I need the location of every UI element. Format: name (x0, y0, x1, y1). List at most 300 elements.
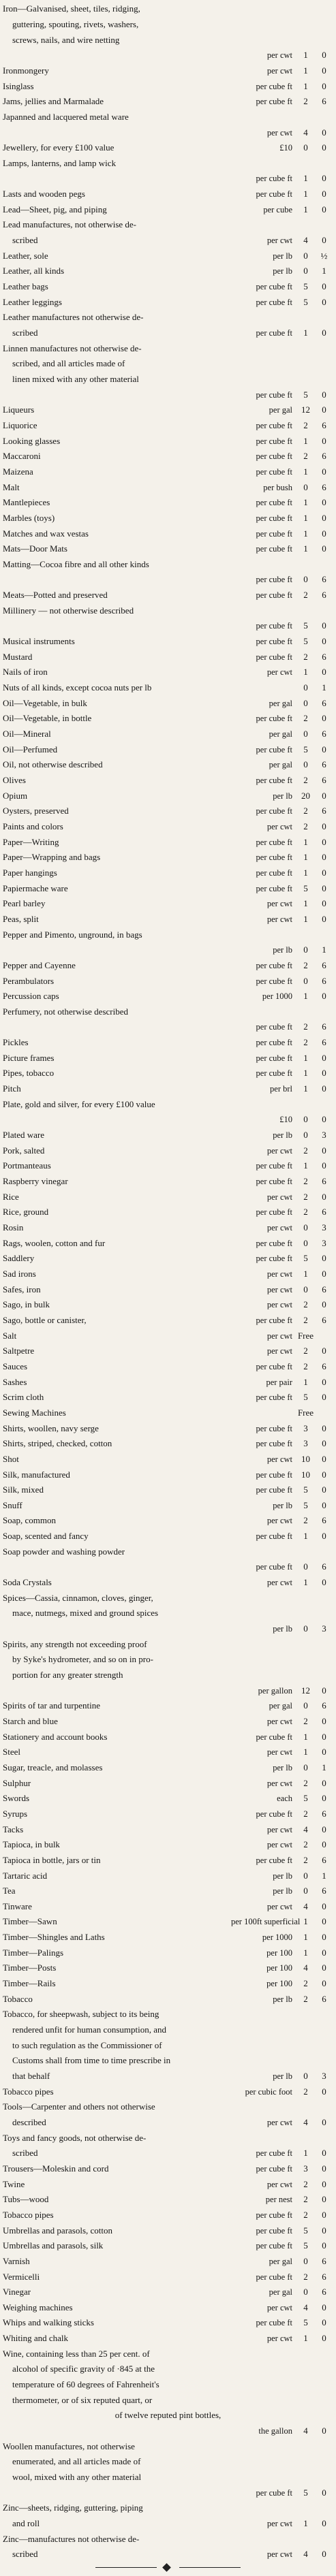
duty-unit: per cube ft (256, 2241, 292, 2251)
entry-line (3, 1948, 333, 1958)
tariff-entry (3, 1158, 333, 1174)
rate-pence: 6 (322, 1886, 326, 1896)
entry-line (3, 2257, 333, 2266)
entry-line (3, 945, 333, 955)
rate-shillings: 4 (303, 235, 308, 246)
item-name: Shirts, striped, checked, cotton (3, 1439, 112, 1449)
duty-unit: per cube ft (256, 436, 292, 446)
item-name: Paper hangings (3, 868, 57, 878)
entry-line (3, 390, 333, 400)
item-name: Timber—Shingles and Laths (3, 1933, 105, 1943)
item-name: Spirits, any strength not exceeding proof (3, 1639, 147, 1649)
entry-line (3, 1007, 333, 1017)
rate-pence: 0 (322, 173, 326, 184)
rate-pence (315, 1331, 333, 1341)
duty-unit: per gal (269, 1701, 292, 1711)
duty-rate (296, 1902, 333, 1911)
item-name: Oysters, preserved (3, 806, 69, 816)
duty-unit: per cwt (266, 899, 292, 909)
entry-line (3, 1223, 333, 1233)
duty-rate (296, 1053, 333, 1063)
entry-line (3, 205, 333, 214)
duty-unit: £10 (279, 143, 292, 153)
entry-line (3, 128, 333, 138)
entry-line (3, 251, 333, 261)
item-name: Liquorice (3, 420, 37, 430)
rate-shillings: 1 (303, 1947, 308, 1958)
duty-unit: per cube ft (256, 1238, 292, 1248)
rate-pence: 0 (322, 142, 326, 153)
duty-unit: per cube ft (256, 1809, 292, 1819)
entry-line (3, 1516, 333, 1525)
duty-rate (296, 1840, 333, 1849)
entry-line (3, 498, 333, 507)
duty-unit: per 100ft superficial (231, 1917, 301, 1927)
rate-shillings: 1 (303, 1531, 308, 1542)
entry-line (3, 776, 333, 785)
entry-line (3, 1470, 333, 1480)
rate-shillings: 2 (303, 959, 308, 970)
rate-pence: 3 (322, 1222, 326, 1233)
tariff-entry (3, 217, 333, 248)
rate-pence: 0 (322, 1777, 326, 1788)
duty-rate (296, 1501, 333, 1510)
item-name: Marbles (toys) (3, 513, 55, 523)
duty-rate (296, 236, 333, 245)
item-name-continued: screws, nails, and wire netting (12, 35, 120, 45)
rate-shillings: 4 (303, 2425, 308, 2436)
rate-shillings: 3 (303, 1422, 308, 1433)
entry-line (3, 991, 333, 1001)
rate-pence: 0 (322, 2317, 326, 2328)
entry-line (3, 529, 333, 539)
entry-line (3, 1331, 333, 1341)
tariff-entry (3, 1235, 333, 1251)
tariff-entry (3, 140, 333, 156)
rate-shillings: 2 (303, 713, 308, 724)
tariff-entry (3, 202, 333, 217)
rate-pence: 0 (322, 882, 326, 893)
end-ornament (0, 2563, 336, 2573)
duty-unit: per cwt (266, 1223, 292, 1233)
rate-shillings: 1 (303, 1747, 308, 1758)
rate-pence: 0 (322, 1068, 326, 1079)
rate-pence: 6 (322, 1808, 326, 1819)
ornament-rule-left (95, 2567, 157, 2568)
duty-rate (296, 1346, 333, 1356)
rate-shillings: 1 (303, 512, 308, 523)
duty-rate (296, 1794, 333, 1803)
rate-shillings: 12 (301, 404, 310, 415)
duty-rate (296, 2210, 333, 2220)
rate-shillings: 2 (303, 2194, 308, 2205)
rate-shillings: Free (297, 1407, 314, 1418)
duty-rate (296, 1979, 333, 1988)
rate-shillings: 1 (303, 497, 308, 508)
tariff-entry (3, 2254, 333, 2270)
entry-line (3, 2102, 333, 2112)
duty-rate (296, 282, 333, 291)
duty-rate (296, 328, 333, 338)
entry-line (3, 2364, 333, 2374)
duty-rate (296, 128, 333, 138)
duty-unit: per cwt (266, 2302, 292, 2312)
entry-line (3, 1022, 333, 1032)
tariff-entry (3, 63, 333, 79)
entry-line (3, 2426, 333, 2436)
item-name: Rags, woolen, cotton and fur (3, 1238, 106, 1248)
item-name: Tobacco (3, 1994, 33, 2004)
duty-unit: per gal (269, 405, 292, 415)
tariff-entry (3, 2438, 333, 2500)
tariff-entry (3, 896, 333, 912)
rate-shillings: 1 (303, 435, 308, 446)
duty-rate (296, 2272, 333, 2282)
item-name-continued: mace, nutmegs, mixed and ground spices (12, 1608, 159, 1619)
tariff-entry (3, 248, 333, 264)
duty-unit: per cwt (266, 65, 292, 76)
item-name: Timber—Palings (3, 1947, 64, 1958)
rate-pence: 0 (322, 512, 326, 523)
duty-unit: per cwt (266, 2179, 292, 2189)
item-name: Matting—Cocoa fibre and all other kinds (3, 559, 149, 569)
rate-pence: 0 (322, 2194, 326, 2205)
rate-shillings: 3 (303, 2163, 308, 2174)
rate-pence: 0 (322, 991, 326, 1002)
rate-shillings: 5 (303, 1793, 308, 1804)
tariff-entry (3, 78, 333, 94)
rate-pence (315, 1408, 333, 1418)
duty-rate (296, 590, 333, 600)
entry-line (3, 220, 333, 229)
entry-line (3, 4, 333, 14)
duty-unit: per cube ft (256, 451, 292, 462)
item-name-continued: scribed (12, 236, 38, 246)
rate-pence: 0 (322, 2517, 326, 2528)
item-name: Swords (3, 1794, 30, 1804)
rate-pence: 6 (322, 1021, 326, 1032)
duty-rate (296, 791, 333, 801)
duty-rate (296, 1717, 333, 1726)
item-name: Percussion caps (3, 991, 59, 1002)
rate-pence: 0 (322, 1484, 326, 1495)
rate-shillings: 0 (303, 266, 308, 276)
entry-line (3, 328, 333, 338)
tariff-entry (3, 1297, 333, 1313)
duty-unit: per 100 (266, 1963, 292, 1973)
duty-unit: per cube ft (256, 637, 292, 647)
duty-rate (296, 390, 333, 400)
tariff-entry (3, 1590, 333, 1636)
entry-line (3, 174, 333, 183)
entry-line (3, 1316, 333, 1325)
duty-rate (296, 1177, 333, 1186)
tariff-entry (3, 479, 333, 495)
duty-unit: per cube ft (256, 2210, 292, 2220)
duty-unit: per cwt (266, 1300, 292, 1310)
item-name: Maizena (3, 466, 33, 477)
rate-pence: 6 (322, 481, 326, 492)
tariff-entry (3, 634, 333, 650)
entry-line (3, 2210, 333, 2220)
duty-unit: per cwt (266, 236, 292, 246)
duty-unit: per cube ft (256, 2272, 292, 2282)
duty-unit: per cwt (266, 1269, 292, 1279)
item-name-continued: linen mixed with any other material (12, 374, 139, 384)
entry-line (3, 1825, 333, 1834)
item-name-continued: described (12, 2117, 46, 2127)
item-name: Meats—Potted and preserved (3, 590, 108, 601)
entry-line (3, 35, 333, 45)
item-name: Musical instruments (3, 637, 75, 647)
entry-line (3, 375, 333, 384)
duty-unit: per cwt (266, 1716, 292, 1726)
duty-rate (296, 1439, 333, 1448)
tariff-entry (3, 2331, 333, 2347)
entry-line (3, 2442, 333, 2451)
tariff-entry (3, 464, 333, 480)
rate-shillings: 0 (303, 1284, 308, 1294)
item-name: Safes, iron (3, 1284, 41, 1294)
duty-rate (296, 1531, 333, 1541)
rate-shillings: 2 (303, 1299, 308, 1310)
rate-shillings: 1 (303, 898, 308, 909)
duty-unit: per 1000 (262, 991, 292, 1002)
item-name: Saddlery (3, 1254, 35, 1264)
entry-line (3, 1608, 333, 1618)
entry-line (3, 1192, 333, 1202)
item-name: Lamps, lanterns, and lamp wick (3, 158, 117, 168)
tariff-entry (3, 649, 333, 665)
tariff-entry (3, 541, 333, 557)
entry-line (3, 1670, 333, 1680)
entry-line (3, 1655, 333, 1664)
duty-unit: per gal (269, 2287, 292, 2297)
item-name: Plate, gold and silver, for every £100 value (3, 1099, 155, 1109)
rate-pence: 0 (322, 1160, 326, 1171)
entry-line (3, 1794, 333, 1803)
rate-shillings: 0 (303, 1762, 308, 1772)
item-name-continued: and roll (12, 2518, 40, 2528)
duty-rate (296, 729, 333, 739)
rate-shillings: 0 (303, 2070, 308, 2081)
item-name: Sugar, treacle, and molasses (3, 1762, 103, 1772)
duty-unit: per cube ft (256, 1053, 292, 1063)
rate-pence: 6 (322, 775, 326, 786)
duty-rate (296, 298, 333, 307)
duty-rate (296, 143, 333, 153)
entry-line (3, 1809, 333, 1819)
item-name: Stationery and account books (3, 1732, 108, 1742)
item-name-continued: enumerated, and all articles made of (12, 2457, 141, 2467)
entry-line (3, 344, 333, 353)
duty-rate (296, 1424, 333, 1433)
entry-line (3, 2318, 333, 2327)
duty-unit: per cwt (266, 1516, 292, 1526)
entry-line (3, 838, 333, 847)
tariff-entry (3, 1544, 333, 1574)
rate-pence: 6 (322, 651, 326, 662)
duty-rate (296, 82, 333, 91)
duty-rate (296, 2226, 333, 2236)
rate-pence: 0 (322, 2163, 326, 2174)
duty-unit: per cube ft (256, 498, 292, 508)
entry-line (3, 1917, 333, 1926)
tariff-entry (3, 2084, 333, 2099)
item-name: Leather leggings (3, 297, 62, 307)
tariff-entry (3, 680, 333, 696)
entry-line (3, 899, 333, 908)
entry-line (3, 159, 333, 168)
duty-rate (296, 1378, 333, 1387)
duty-rate (296, 1917, 333, 1926)
item-name: Jewellery, for every £100 value (3, 143, 114, 153)
rate-shillings: 2 (303, 1777, 308, 1788)
duty-rate (296, 1146, 333, 1156)
tariff-entry (3, 1081, 333, 1097)
tariff-entry (3, 1698, 333, 1714)
item-name: Timber—Rails (3, 1979, 56, 1989)
rate-pence: 6 (322, 1361, 326, 1371)
rate-shillings: 4 (303, 1824, 308, 1834)
entry-line (3, 1994, 333, 2004)
rate-shillings: 2 (303, 1037, 308, 1048)
tariff-entry (3, 2315, 333, 2331)
duty-rate (296, 2318, 333, 2327)
tariff-entry (3, 1282, 333, 1297)
item-name: Leather, sole (3, 251, 48, 261)
item-name: Leather manufactures not otherwise de- (3, 313, 144, 323)
duty-unit: per cube ft (256, 883, 292, 893)
duty-rate (296, 1393, 333, 1402)
duty-unit: per cwt (266, 1192, 292, 1202)
tariff-entry (3, 1374, 333, 1390)
tariff-entry (3, 2238, 333, 2254)
rate-pence: 6 (322, 1176, 326, 1187)
entry-line (3, 266, 333, 276)
item-name: Sago, bottle or canister, (3, 1315, 87, 1325)
duty-rate (296, 1578, 333, 1587)
tariff-entry (3, 1035, 333, 1051)
item-name-continued: alcohol of specific gravity of ·845 at the (12, 2364, 155, 2374)
item-name: Leather bags (3, 282, 48, 292)
entry-line (3, 1933, 333, 1942)
rate-pence: 0 (322, 713, 326, 724)
rate-shillings: 0 (303, 1623, 308, 1634)
item-name: Nails of iron (3, 667, 48, 678)
duty-rate (296, 1871, 333, 1881)
duty-unit: per cube ft (256, 1161, 292, 1171)
duty-rate (296, 451, 333, 461)
entry-line (3, 853, 333, 862)
entry-line (3, 50, 333, 60)
tariff-entry (3, 927, 333, 957)
duty-rate (296, 1115, 333, 1124)
rate-pence: 0 (322, 898, 326, 909)
rate-pence: 0 (322, 1346, 326, 1356)
item-name: Shot (3, 1454, 19, 1464)
tariff-entry (3, 1914, 333, 1930)
duty-rate (296, 436, 333, 446)
duty-unit: per cube ft (256, 1068, 292, 1079)
rate-shillings: 10 (301, 1469, 310, 1480)
item-name: Vermicelli (3, 2272, 40, 2282)
rate-shillings: 0 (303, 975, 308, 986)
item-name: Soda Crystals (3, 1578, 52, 1588)
rate-shillings: 1 (303, 1083, 308, 1094)
item-name: Sulphur (3, 1778, 31, 1788)
duty-rate (296, 2488, 333, 2498)
tariff-entry (3, 865, 333, 881)
entry-line (3, 1346, 333, 1356)
item-name-continued: scribed, and all articles made of (12, 359, 125, 369)
tariff-entry (3, 588, 333, 603)
rate-pence: 6 (322, 1314, 326, 1325)
tariff-entry (3, 1976, 333, 1992)
rate-pence: 0 (322, 204, 326, 214)
tariff-entry (3, 2300, 333, 2316)
duty-unit: per cube ft (256, 776, 292, 786)
duty-unit: per lb (273, 1500, 292, 1510)
rate-shillings: 12 (301, 1685, 310, 1696)
entry-line (3, 1593, 333, 1603)
rate-shillings: 2 (303, 1839, 308, 1850)
entry-line (3, 1547, 333, 1557)
tariff-entry (3, 2161, 333, 2177)
item-name: Wine, containing less than 25 per cent. of (3, 2349, 150, 2359)
rate-shillings: 5 (303, 1499, 308, 1510)
duty-unit: per cube ft (256, 853, 292, 863)
rate-pence: 0 (322, 913, 326, 924)
item-name: Paper—Wrapping and bags (3, 853, 101, 863)
tariff-entry (3, 1636, 333, 1698)
item-name: Rice (3, 1192, 19, 1202)
entry-line (3, 806, 333, 816)
rate-pence: 0 (322, 1114, 326, 1125)
duty-rate (296, 1747, 333, 1757)
rate-shillings: 0 (303, 1222, 308, 1233)
rate-shillings: 1 (303, 528, 308, 539)
entry-line (3, 2272, 333, 2282)
duty-unit: per lb (273, 1994, 292, 2004)
rate-shillings: 2 (303, 1808, 308, 1819)
entry-line (3, 1177, 333, 1186)
item-name: Sashes (3, 1377, 27, 1387)
entry-line (3, 1239, 333, 1248)
rate-shillings: 5 (303, 2487, 308, 2498)
entry-line (3, 2118, 333, 2127)
entry-line (3, 683, 333, 693)
tariff-entry (3, 1482, 333, 1498)
duty-rate (296, 1485, 333, 1495)
tariff-entry (3, 1575, 333, 1591)
duty-unit: per cwt (266, 2518, 292, 2528)
entry-line (3, 1779, 333, 1788)
duty-unit: per cube ft (256, 1439, 292, 1449)
duty-rate (296, 1254, 333, 1263)
tariff-entry (3, 1, 333, 63)
duty-unit: per cube (263, 204, 292, 214)
item-name: Pearl barley (3, 899, 46, 909)
rate-pence: 6 (322, 1700, 326, 1711)
rate-shillings: 1 (303, 1731, 308, 1742)
duty-unit: per cube ft (256, 1732, 292, 1742)
duty-unit: per cube ft (256, 1207, 292, 1218)
tariff-entry (3, 2208, 333, 2223)
rate-pence: 0 (322, 1731, 326, 1742)
tariff-entry (3, 1220, 333, 1236)
rate-shillings: 2 (303, 1993, 308, 2004)
